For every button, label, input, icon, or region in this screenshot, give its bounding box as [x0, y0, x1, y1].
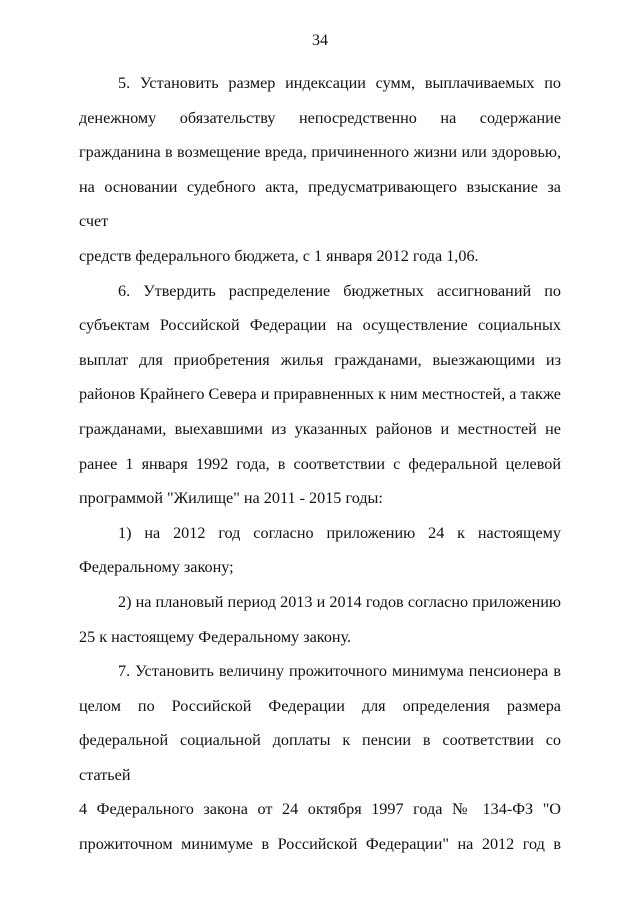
paragraph-subitem-1 — [79, 516, 561, 585]
text-line: ранее 1 января 1992 года, в соответствии с федеральной целевой — [79, 454, 561, 473]
text-line: 5. Установить размер индексации сумм, выплачиваемых по — [118, 74, 561, 92]
text-line: районов Крайнего Севера и приравненных к ним местностей, а также — [79, 385, 561, 404]
text-line: 6. Утвердить распределение бюджетных ассигнований по — [118, 281, 561, 300]
text-line: 25 к настоящему Федеральному закону. — [79, 627, 352, 646]
paragraph-item-6 — [79, 274, 561, 516]
text-line: программой "Жилище" на 2011 - 2015 годы: — [79, 489, 383, 508]
text-line: на основании судебного акта, предусматривающего взыскание за счет — [79, 177, 561, 231]
text-line: субъектам Российской Федерации на осуществление социальных — [79, 316, 561, 335]
text-line: федеральной социальной доплаты к пенсии в соответствии со статьей — [79, 731, 561, 784]
text-line: Федеральному закону; — [79, 558, 234, 577]
paragraph-subitem-2 — [79, 585, 561, 654]
text-line: 4 Федерального закона от 24 октября 1997 года № 134-ФЗ "О — [79, 800, 561, 819]
text-line: 2) на плановый период 2013 и 2014 годов согласно приложению — [118, 592, 561, 611]
page-number: 34 — [312, 32, 328, 49]
text-line: выплат для приобретения жилья гражданами, выезжающими из — [79, 350, 561, 369]
text-line: денежному обязательству непосредственно на содержание — [79, 108, 561, 127]
text-line: средств федерального бюджета, с 1 января 2012 года 1,06. — [79, 246, 479, 265]
paragraph-item-7 — [79, 654, 561, 862]
text-line: гражданина в возмещение вреда, причиненного жизни или здоровью, — [79, 143, 561, 162]
paragraph-item-5 — [79, 66, 561, 274]
text-line: 7. Установить величину прожиточного минимума пенсионера в — [118, 662, 561, 681]
text-line: 1) на 2012 год согласно приложению 24 к настоящему — [118, 523, 561, 542]
text-line: целом по Российской Федерации для определения размера — [79, 696, 561, 715]
text-line: прожиточном минимуме в Российской Федерации" на 2012 год в — [79, 835, 561, 854]
text-line: гражданами, выехавшими из указанных районов и местностей не — [79, 419, 561, 438]
document-body — [79, 66, 561, 862]
